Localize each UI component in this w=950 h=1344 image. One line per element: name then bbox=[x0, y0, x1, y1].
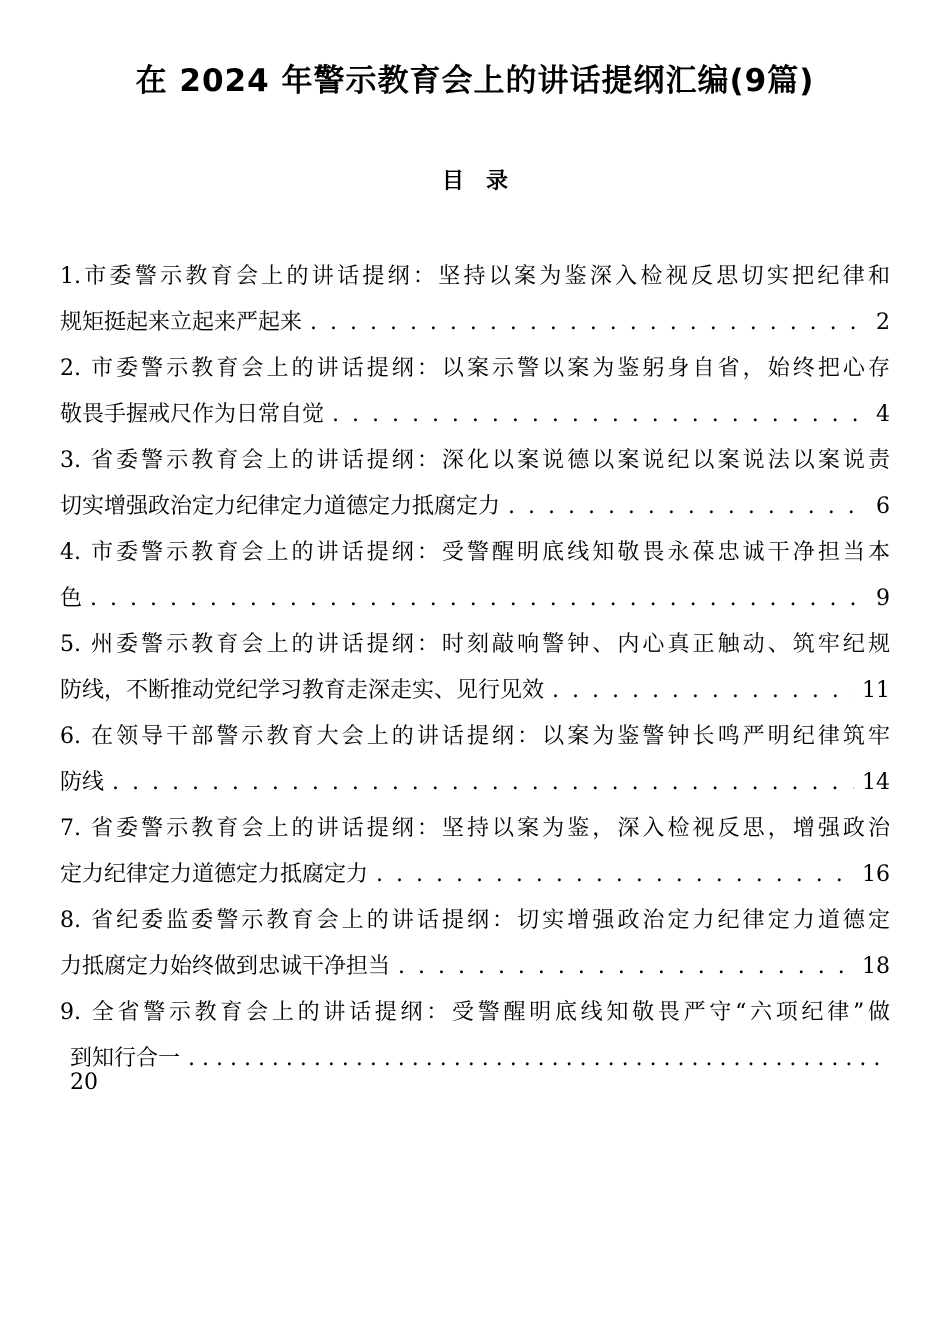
dot-leader bbox=[376, 852, 854, 898]
dot-leader bbox=[508, 484, 868, 530]
toc-entry-title-line2-row bbox=[60, 944, 890, 990]
toc-entry-2[interactable] bbox=[60, 346, 890, 438]
toc-entry-title-line2: 色 bbox=[60, 586, 83, 611]
toc-entry-title-line1: 3. 省委警示教育会上的讲话提纲：深化以案说德以案说纪以案说法以案说责 bbox=[60, 448, 890, 473]
toc-entry-3[interactable] bbox=[60, 438, 890, 530]
toc-page-number: 18 bbox=[862, 954, 890, 979]
toc-page-number: 20 bbox=[70, 1070, 98, 1095]
toc-entry-title-line1: 7. 省委警示教育会上的讲话提纲：坚持以案为鉴，深入检视反思，增强政治 bbox=[60, 816, 890, 841]
toc-page-number: 4 bbox=[876, 402, 890, 427]
toc-entry-title-line2: 到知行合一 bbox=[70, 1046, 181, 1071]
toc-entry-title-line1: 2. 市委警示教育会上的讲话提纲：以案示警以案为鉴躬身自省，始终把心存 bbox=[60, 356, 890, 381]
toc-entry-title-line2-row bbox=[60, 484, 890, 530]
toc-entry-title-line2-row bbox=[60, 852, 890, 898]
toc-entry-title-line2: 防线 bbox=[60, 770, 105, 795]
toc-entry-8[interactable] bbox=[60, 898, 890, 990]
toc-page-number: 14 bbox=[862, 770, 890, 795]
document-title: 在 2024 年警示教育会上的讲话提纲汇编(9篇) bbox=[135, 63, 815, 99]
toc-entry-title-line2: 定力纪律定力道德定力抵腐定力 bbox=[60, 862, 369, 887]
toc-entry-title-line2-row bbox=[60, 760, 890, 806]
dot-leader bbox=[310, 300, 868, 346]
toc-page-number: 9 bbox=[876, 586, 890, 611]
toc-entry-title-line1: 6. 在领导干部警示教育大会上的讲话提纲：以案为鉴警钟长鸣严明纪律筑牢 bbox=[60, 724, 890, 749]
toc-entry-title-line2: 力抵腐定力始终做到忠诚干净担当 bbox=[60, 954, 391, 979]
toc-entry-title-line1: 8. 省纪委监委警示教育会上的讲话提纲：切实增强政治定力纪律定力道德定 bbox=[60, 908, 890, 933]
toc-entry-title-line2-row bbox=[60, 392, 890, 438]
toc-page-number: 11 bbox=[862, 678, 890, 703]
toc-entry-6[interactable] bbox=[60, 714, 890, 806]
toc-entry-title-line2-row bbox=[60, 668, 890, 714]
toc-entry-title-line2-row bbox=[60, 300, 890, 346]
toc-entry-title-line1: 4. 市委警示教育会上的讲话提纲：受警醒明底线知敬畏永葆忠诚干净担当本 bbox=[60, 540, 890, 565]
dot-leader bbox=[112, 760, 854, 806]
toc-entry-5[interactable] bbox=[60, 622, 890, 714]
dot-leader bbox=[188, 1036, 882, 1082]
toc-entry-1[interactable] bbox=[60, 254, 890, 346]
toc-page-number: 2 bbox=[876, 310, 890, 335]
dot-leader bbox=[90, 576, 868, 622]
dot-leader bbox=[552, 668, 854, 714]
table-of-contents bbox=[60, 254, 890, 1095]
toc-entry-9[interactable] bbox=[60, 990, 890, 1095]
toc-entry-title-line2: 切实增强政治定力纪律定力道德定力抵腐定力 bbox=[60, 494, 501, 519]
toc-heading: 目 录 bbox=[441, 169, 508, 194]
dot-leader bbox=[398, 944, 854, 990]
toc-entry-title-line1: 9. 全省警示教育会上的讲话提纲：受警醒明底线知敬畏严守“六项纪律”做 bbox=[60, 1000, 890, 1025]
toc-entry-title-line1: 1.市委警示教育会上的讲话提纲：坚持以案为鉴深入检视反思切实把纪律和 bbox=[60, 264, 890, 289]
toc-entry-title-line1: 5. 州委警示教育会上的讲话提纲：时刻敲响警钟、内心真正触动、筑牢纪规 bbox=[60, 632, 890, 657]
toc-entry-title-line2: 敬畏手握戒尺作为日常自觉 bbox=[60, 402, 325, 427]
toc-entry-title-line2: 防线，不断推动党纪学习教育走深走实、见行见效 bbox=[60, 678, 545, 703]
toc-entry-7[interactable] bbox=[60, 806, 890, 898]
toc-page-number: 16 bbox=[862, 862, 890, 887]
toc-entry-title-line2-row bbox=[60, 576, 890, 622]
toc-page-number: 6 bbox=[876, 494, 890, 519]
dot-leader bbox=[332, 392, 868, 438]
toc-entry-4[interactable] bbox=[60, 530, 890, 622]
toc-entry-title-line2: 规矩挺起来立起来严起来 bbox=[60, 310, 303, 335]
